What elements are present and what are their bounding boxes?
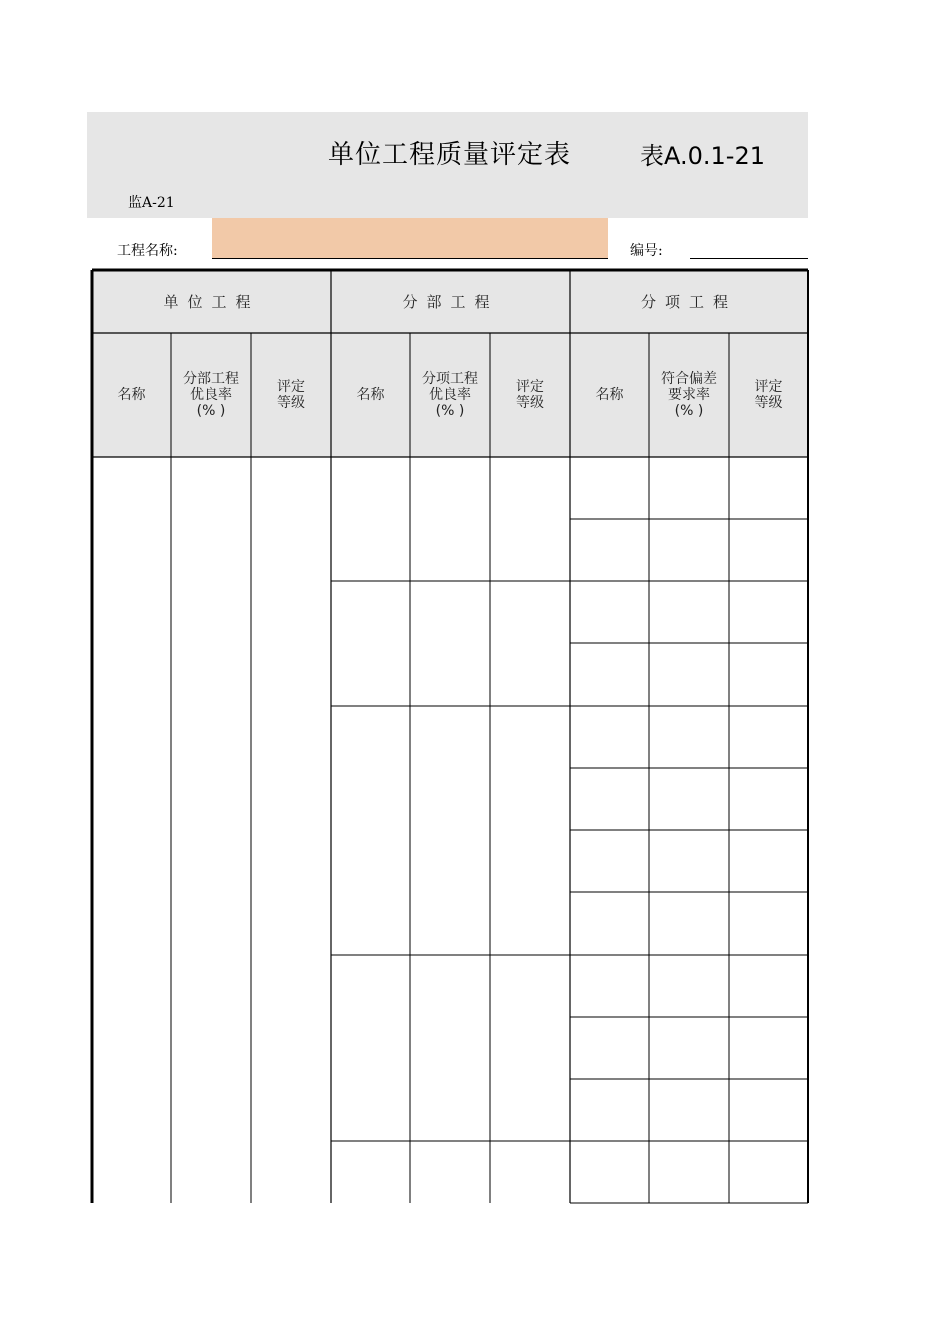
item-cell[interactable] [729,581,808,643]
item-cell[interactable] [570,1141,649,1203]
item-cell[interactable] [649,1141,729,1203]
column-header-6: 名称 [595,387,624,403]
item-cell[interactable] [649,519,729,581]
subproject-cell[interactable] [331,706,410,955]
item-cell[interactable] [649,706,729,768]
item-cell[interactable] [570,768,649,830]
item-cell[interactable] [649,1017,729,1079]
group-header-0: 单位工程 [163,293,260,311]
item-cell[interactable] [570,892,649,955]
item-cell[interactable] [570,830,649,892]
item-cell[interactable] [649,457,729,519]
item-cell[interactable] [570,581,649,643]
item-cell[interactable] [570,457,649,519]
column-header-2: 评定 等级 [277,379,305,411]
table-number: 表A.0.1-21 [640,142,765,170]
item-cell[interactable] [649,830,729,892]
item-cell[interactable] [729,457,808,519]
form-number: 监A-21 [128,195,175,211]
column-header-3: 名称 [356,387,385,403]
item-cell[interactable] [649,955,729,1017]
group-header-1: 分部工程 [402,293,499,311]
item-cell[interactable] [729,830,808,892]
subproject-cell[interactable] [490,955,570,1141]
item-cell[interactable] [729,892,808,955]
item-cell[interactable] [570,1017,649,1079]
subproject-cell[interactable] [490,706,570,955]
group-header-2: 分项工程 [640,293,737,311]
unit-project-cell[interactable] [171,457,251,1203]
item-cell[interactable] [729,768,808,830]
subproject-cell[interactable] [410,706,490,955]
item-cell[interactable] [649,643,729,706]
item-cell[interactable] [649,581,729,643]
item-cell[interactable] [570,643,649,706]
column-header-7: 符合偏差 要求率 (% ) [661,371,717,419]
subproject-cell[interactable] [410,955,490,1141]
unit-project-cell[interactable] [92,457,171,1203]
item-cell[interactable] [729,643,808,706]
item-cell[interactable] [729,955,808,1017]
unit-project-cell[interactable] [251,457,331,1203]
item-cell[interactable] [729,519,808,581]
subproject-cell[interactable] [331,955,410,1141]
item-cell[interactable] [570,1079,649,1141]
item-cell[interactable] [729,1079,808,1141]
subproject-cell[interactable] [410,581,490,706]
column-header-8: 评定 等级 [754,379,783,411]
subproject-cell[interactable] [410,457,490,581]
subproject-cell[interactable] [490,581,570,706]
subproject-cell[interactable] [331,581,410,706]
item-cell[interactable] [570,706,649,768]
item-cell[interactable] [649,1079,729,1141]
item-cell[interactable] [729,706,808,768]
project-name-label: 工程名称: [117,243,178,259]
item-cell[interactable] [729,1141,808,1203]
item-cell[interactable] [649,768,729,830]
column-header-0: 名称 [117,387,146,403]
subproject-cell[interactable] [490,457,570,581]
column-header-1: 分部工程 优良率 (% ) [183,371,239,419]
page-title: 单位工程质量评定表 [328,140,572,170]
code-label: 编号: [630,243,663,259]
subproject-cell[interactable] [331,457,410,581]
item-cell[interactable] [649,892,729,955]
column-header-5: 评定 等级 [516,379,544,411]
item-cell[interactable] [729,1017,808,1079]
item-cell[interactable] [570,955,649,1017]
column-header-4: 分项工程 优良率 (% ) [422,371,478,419]
item-cell[interactable] [570,519,649,581]
